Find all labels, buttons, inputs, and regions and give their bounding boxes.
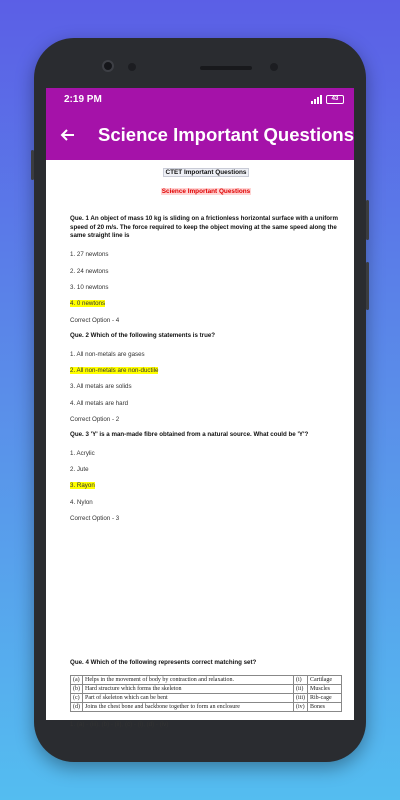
question-3-option-4: 4. Nylon xyxy=(70,498,93,506)
table-row xyxy=(71,684,342,693)
status-bar xyxy=(46,88,354,110)
app-bar xyxy=(46,110,354,160)
proximity-sensor xyxy=(128,63,136,71)
question-4-text: Que. 4 Which of the following represents correct matching set? xyxy=(70,659,257,667)
table-row xyxy=(71,675,342,684)
power-button xyxy=(366,200,369,240)
status-time: 2:19 PM xyxy=(64,93,102,105)
question-4-option-1: 1. (a) - (iii), (b) - (ii), (c) - (i), (d) - (iv) xyxy=(70,721,169,729)
question-1-option-3: 3. 10 newtons xyxy=(70,284,109,292)
question-3-text: Que. 3 'Y' is a man-made fibre obtained from a natural source. What could be 'Y'? xyxy=(70,431,309,439)
app-screen xyxy=(46,88,354,729)
row-match-key: (iv) xyxy=(294,703,308,712)
question-2-answer: Correct Option - 2 xyxy=(70,415,120,423)
row-match-value: Cartilage xyxy=(308,675,342,684)
row-key: (c) xyxy=(71,694,83,703)
question-3-option-1: 1. Acrylic xyxy=(70,449,95,457)
question-1-option-2: 2. 24 newtons xyxy=(70,267,109,275)
row-description: Joins the chest bone and backbone together to form an enclosure xyxy=(83,703,294,712)
row-description: Hard structure which forms the skeleton xyxy=(83,684,294,693)
question-2-option-2: 2. All non-metals are non-ductile xyxy=(70,366,159,374)
page-title: Science Important Questions xyxy=(98,124,354,145)
battery-icon xyxy=(326,95,344,104)
back-button[interactable] xyxy=(46,110,88,160)
row-key: (d) xyxy=(71,703,83,712)
table-row xyxy=(71,703,342,712)
back-arrow-icon xyxy=(59,127,75,143)
question-1-option-4: 4. 0 newtons xyxy=(70,300,106,308)
earpiece-speaker xyxy=(200,66,252,70)
document-subheader: Science Important Questions xyxy=(161,187,251,195)
row-match-key: (iii) xyxy=(294,694,308,703)
question-1-option-1: 1. 27 newtons xyxy=(70,251,109,259)
row-description: Helps in the movement of body by contraction and relaxation. xyxy=(83,675,294,684)
signal-icon xyxy=(311,95,322,104)
question-2-option-4: 4. All metals are hard xyxy=(70,399,129,407)
document-header: CTET Important Questions xyxy=(70,169,342,178)
row-match-key: (i) xyxy=(294,675,308,684)
question-3-answer: Correct Option - 3 xyxy=(70,515,120,523)
row-match-value: Muscles xyxy=(308,684,342,693)
question-3-option-3: 3. Rayon xyxy=(70,482,95,490)
front-camera-secondary xyxy=(270,63,278,71)
question-2-option-3: 3. All metals are solids xyxy=(70,383,132,391)
status-icons xyxy=(311,95,344,104)
document-content[interactable] xyxy=(46,169,354,730)
table-row xyxy=(71,694,342,703)
question-1-answer: Correct Option - 4 xyxy=(70,316,120,324)
battery-level: 43 xyxy=(331,96,339,102)
row-description: Part of skeleton which can be bent xyxy=(83,694,294,703)
matching-table xyxy=(70,675,342,712)
row-key: (b) xyxy=(71,684,83,693)
row-key: (a) xyxy=(71,675,83,684)
row-match-value: Rib-cage xyxy=(308,694,342,703)
question-1-text: Que. 1 An object of mass 10 kg is sliding on a frictionless horizontal surface with a uniform speed of 20 m/s. The force required to keep the object moving at the same speed along the same straight line is xyxy=(70,215,338,239)
question-3-option-2: 2. Jute xyxy=(70,466,89,474)
question-2-option-1: 1. All non-metals are gases xyxy=(70,350,145,358)
volume-button-left xyxy=(31,150,34,180)
question-2-text: Que. 2 Which of the following statements is true? xyxy=(70,332,216,340)
row-match-value: Bones xyxy=(308,703,342,712)
row-match-key: (ii) xyxy=(294,684,308,693)
volume-button-right xyxy=(366,262,369,310)
front-camera xyxy=(102,60,114,72)
